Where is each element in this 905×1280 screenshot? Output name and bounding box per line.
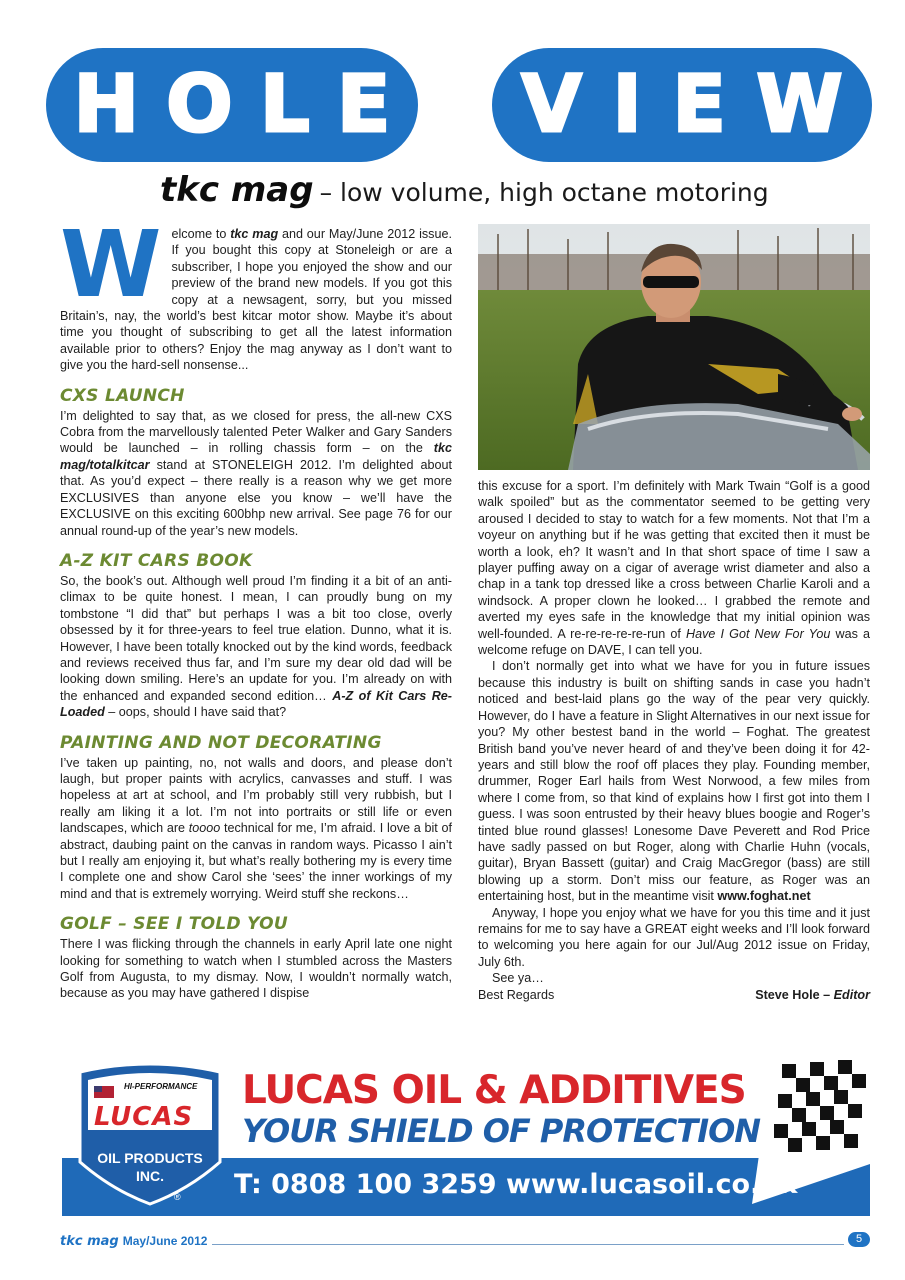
az-text-rest: – oops, should I have said that? — [104, 705, 287, 720]
intro-mag-name: tkc mag — [230, 227, 279, 241]
page-number: 5 — [848, 1232, 870, 1247]
title-letter: E — [672, 60, 726, 150]
golf-continued-text-rest: was a welcome refuge on DAVE, I can tell you. — [478, 626, 870, 658]
title-letter: H — [73, 60, 139, 150]
logo-sub2: INC. — [136, 1168, 164, 1184]
editor-role: Editor — [833, 987, 870, 1002]
editor-signature — [755, 987, 870, 1003]
heading-painting: PAINTING AND NOT DECORATING — [60, 732, 382, 753]
golf-continued-text: this excuse for a sport. I’m definitely with Mark Twain “Golf is a good walk spoiled” but as the commentator seemed to be getting very aroused I decided to stay to watch for a few moments. Not that I’m a voyeur on anything but if he was getting that excited then it must be worth a look, eh? It wasn’t and In that short space of time I saw a player puffing away on a cigar of average wrist diameter and also a chap in a tank top dressed like a cross between Charlie Karoli and a windsock. A proper clown he looked… I grabbed the remote and averted my eyes safe in the knowledge that my initial opinion was well-founded. A re-re-re-re-re-run of — [478, 479, 870, 641]
intro-paragraph — [60, 211, 452, 374]
logo-registered: ® — [174, 1192, 181, 1202]
foghat-paragraph — [478, 658, 870, 904]
title-letter: O — [166, 60, 233, 150]
title-letter: E — [337, 60, 391, 150]
heading-az-book: A-Z KIT CARS BOOK — [60, 550, 253, 571]
ad-slogan: YOUR SHIELD OF PROTECTION — [242, 1112, 761, 1150]
az-paragraph — [60, 573, 452, 721]
closing-paragraph: Anyway, I hope you enjoy what we have for you this time and it just remains for me to say have a GREAT eight weeks and I’ll look forward to welcoming you here again for our Jul/Aug 2012 issue on Friday, July 6th. — [478, 905, 870, 969]
left-column — [60, 211, 452, 1002]
logo-brand: LUCAS — [94, 1102, 194, 1132]
painting-text-rest: technical for me, I’m afraid. I love a bit of abstract, daubing paint on the canvas in random ways. Picasso I ain’t but I really am enjoying it, but what’s really bothering my is every time I complete one and show Carol she ‘sees’ the inner workings of my mind and that is extremely worrying. Weird stuff she reckons… — [60, 821, 452, 901]
logo-sub1: OIL PRODUCTS — [97, 1150, 203, 1166]
drop-cap: W — [60, 211, 162, 318]
intro-text-rest: and our May/June 2012 issue. If you bought this copy at Stoneleigh or are a subscriber, I hope you enjoyed the show and our preview of the brand new models. If you got this copy at a newsagent, sorry, but you missed Britain’s, nay, the world’s best kitcar motor show. Maybe it’s about time you thought of subscribing to get all the latest information available prior to others? Enjoy the mag anyway as I don’t want to give you the hard-sell nonsense... — [60, 227, 452, 373]
cxs-brand: tkc mag/totalkitcar — [60, 441, 452, 472]
tagline — [160, 170, 800, 210]
editor-photo-image — [478, 224, 870, 470]
painting-text: I’ve taken up painting, no, not walls and doors, and please don’t laugh, but proper paints with acrylics, canvasses and stuff. I was hopeless at art at school, and I’m probably still very rubbish, but I really am liking it a lot. I’m not into portraits or still life or even landscapes, which are — [60, 755, 452, 836]
painting-emphasis: toooo — [188, 821, 221, 836]
title-letter: V — [521, 60, 582, 150]
cxs-text: I’m delighted to say that, as we closed for press, the all-new CXS Cobra from the marvellously talented Peter Walker and Gary Sanders would be launched – in rolling chassis form – on the — [60, 408, 452, 456]
cxs-text-rest: stand at STONELEIGH 2012. I’m delighted about that. As you’d expect – there really is a reason why we get more EXCLUSIVES than anyone else you know – we’ll have the EXCLUSIVE on this exciting 600bhp new arrival. See page 76 for our annual round-up of the year’s new models. — [60, 457, 452, 538]
heading-golf: GOLF – SEE I TOLD YOU — [60, 914, 288, 935]
logo-tagline: HI-PERFORMANCE — [124, 1082, 198, 1091]
shield-icon — [68, 1058, 232, 1208]
footer-issue-date: May/June 2012 — [122, 1234, 208, 1248]
footer-mag-name: tkc mag — [60, 1234, 119, 1249]
right-column — [478, 478, 870, 1003]
title-letter: L — [259, 60, 310, 150]
title-letter: W — [756, 60, 843, 150]
hole-title-pill — [46, 48, 418, 162]
editor-name: Steve Hole – — [755, 987, 834, 1002]
cxs-paragraph — [60, 408, 452, 539]
foghat-link[interactable]: www.foghat.net — [717, 889, 811, 904]
view-title-pill — [492, 48, 872, 162]
ad-headline: LUCAS OIL & ADDITIVES — [242, 1068, 746, 1113]
az-book-title: A-Z of Kit Cars Re-Loaded — [60, 688, 452, 720]
signature-line — [478, 987, 870, 1003]
best-regards: Best Regards — [478, 987, 555, 1002]
az-text: So, the book’s out. Although well proud I’m finding it a bit of an anti-climax to be quite honest. I mean, I can proudly bung on my tombstone “I did that” but perhaps I was a bit too close, overly obsessed by it for three-years to feel true elation. Dunno, what it is. However, I have been totally knocked out by the kind words, feedback and reviews received thus far, and I’m sure my dear old dad will be looking down smiling. Here’s an update for you. I’m already on with the enhanced and expanded second edition… — [60, 573, 452, 703]
golf-paragraph: There I was flicking through the channels in early April late one night looking for something to watch when I stumbled across the Masters Golf from Augusta, to my dismay. Now, I wouldn’t normally watch, because as you may have gathered I dispise — [60, 937, 452, 1001]
ad-contact[interactable]: T: 0808 100 3259 www.lucasoil.co.uk — [234, 1169, 798, 1200]
intro-text: elcome to — [171, 227, 231, 241]
lucas-oil-advert[interactable] — [62, 1054, 870, 1216]
show-title: Have I Got New For You — [686, 626, 831, 641]
page-footer — [60, 1232, 870, 1248]
tagline-text: – low volume, high octane motoring — [319, 178, 769, 207]
tagline-mag-name: tkc mag — [160, 170, 314, 210]
heading-cxs-launch: CXS LAUNCH — [60, 385, 185, 406]
see-ya: See ya… — [492, 971, 544, 986]
footer-rule — [212, 1244, 844, 1245]
editor-photo — [478, 224, 870, 470]
golf-continued-paragraph — [478, 478, 870, 658]
foghat-text: I don’t normally get into what we have for you in future issues because this industry is built on shifting sands in case you hadn’t noticed and best-laid plans go the way of the pear very quickly. However, do I have a feature in Slight Alternatives in our next issue for you? My other bestest band in the world – Foghat. The greatest British band you’ve never heard of and they’ve been doing it for 42-years and still blow the roof off places they play. Founding member, drummer, Roger Earl hails from West Norwood, a few miles from where I come from, so that kind of explains how I first got into them I guess. I was soon entrusted by their heavy blues boogie and Roger’s tinted blue round glasses! Lonesome Dave Peverett and Rod Price have sadly passed on but Roger, along with Charlie Huhn (vocals, guitar), Bryan Bassett (guitar) and Craig MacGregor (bass) are still blowing up a storm. Don’t miss our feature, as Roger was an entertaining host, but in the meantime visit — [478, 659, 870, 904]
lucas-logo — [68, 1058, 232, 1208]
painting-paragraph — [60, 755, 452, 903]
title-letter: I — [612, 60, 642, 150]
